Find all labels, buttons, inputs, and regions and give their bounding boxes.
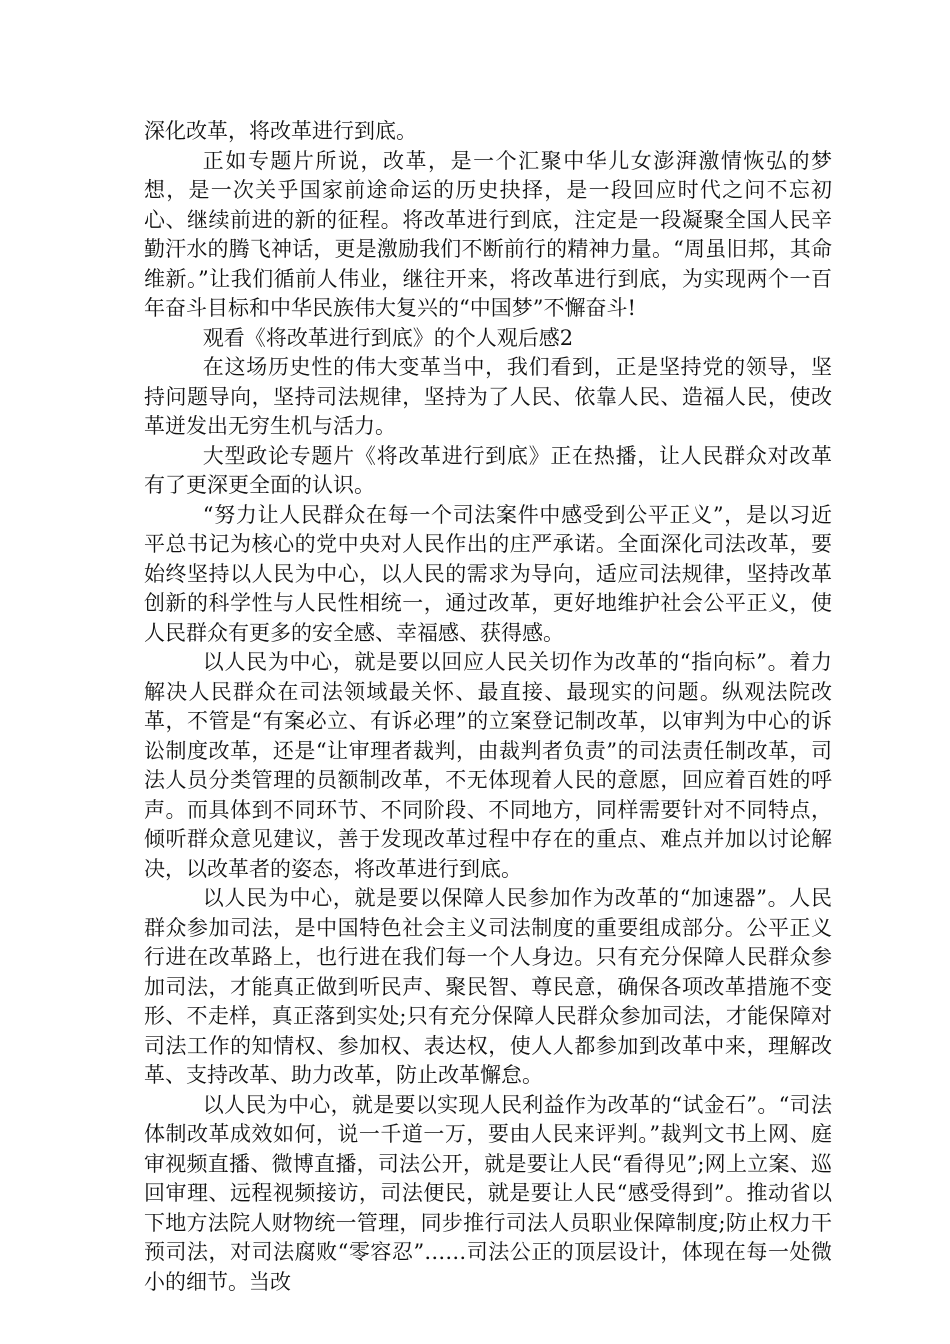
paragraph-8: 以人民为中心，就是要以实现人民利益作为改革的“试金石”。“司法体制改革成效如何，说一千道一万，要由人民来评判。”裁判文书上网、庭审视频直播、微博直播，司法公开，就是要让人民“看得见”;网上立案、巡回审理、远程视频接访，司法便民，就是要让人民“感受得到”。推动省以下地方法院人财物统一管理，同步推行司法人员职业保障制度;防止权力干预司法，对司法腐败“零容忍”……司法公正的顶层设计，体现在每一处微小的细节。当改 xyxy=(144,1092,832,1294)
paragraph-2: 正如专题片所说，改革，是一个汇聚中华儿女澎湃激情恢弘的梦想，是一次关乎国家前途命运的历史抉择，是一段回应时代之问不忘初心、继续前进的新的征程。将改革进行到底，注定是一段凝聚全国人民辛勤汗水的腾飞神话，更是激励我们不断前行的精神力量。“周虽旧邦，其命维新。”让我们循前人伟业，继往开来，将改革进行到底，为实现两个一百年奋斗目标和中华民族伟大复兴的“中国梦”不懈奋斗! xyxy=(144,148,832,320)
paragraph-6: 以人民为中心，就是要以回应人民关切作为改革的“指向标”。着力解决人民群众在司法领域最关怀、最直接、最现实的问题。纵观法院改革，不管是“有案必立、有诉必理”的立案登记制改革，以审判为中心的诉讼制度改革，还是“让审理者裁判，由裁判者负责”的司法责任制改革，司法人员分类管理的员额制改革，不无体现着人民的意愿，回应着百姓的呼声。而具体到不同环节、不同阶段、不同地方，同样需要针对不同特点，倾听群众意见建议，善于发现改革过程中存在的重点、难点并加以讨论解决，以改革者的姿态，将改革进行到底。 xyxy=(144,650,832,881)
paragraph-3: 在这场历史性的伟大变革当中，我们看到，正是坚持党的领导，坚持问题导向，坚持司法规律，坚持为了人民、依靠人民、造福人民，使改革迸发出无穷生机与活力。 xyxy=(144,355,832,438)
document-body xyxy=(144,117,832,1297)
paragraph-4: 大型政论专题片《将改革进行到底》正在热播，让人民群众对改革有了更深更全面的认识。 xyxy=(144,443,832,497)
section-heading: 观看《将改革进行到底》的个人观后感2 xyxy=(202,325,574,350)
paragraph-1: 深化改革，将改革进行到底。 xyxy=(144,119,417,143)
paragraph-7: 以人民为中心，就是要以保障人民参加作为改革的“加速器”。人民群众参加司法，是中国特色社会主义司法制度的重要组成部分。公平正义行进在改革路上，也行进在我们每一个人身边。只有充分保障人民群众参加司法，才能真正做到听民声、聚民智、尊民意，确保各项改革措施不变形、不走样，真正落到实处;只有充分保障人民群众参加司法，才能保障对司法工作的知情权、参加权、表达权，使人人都参加到改革中来，理解改革、支持改革、助力改革，防止改革懈怠。 xyxy=(144,886,832,1087)
paragraph-5: “努力让人民群众在每一个司法案件中感受到公平正义”，是以习近平总书记为核心的党中央对人民作出的庄严承诺。全面深化司法改革，要始终坚持以人民为中心，以人民的需求为导向，适应司法规律，坚持改革创新的科学性与人民性相统一，通过改革，更好地维护社会公平正义，使人民群众有更多的安全感、幸福感、获得感。 xyxy=(144,502,832,645)
